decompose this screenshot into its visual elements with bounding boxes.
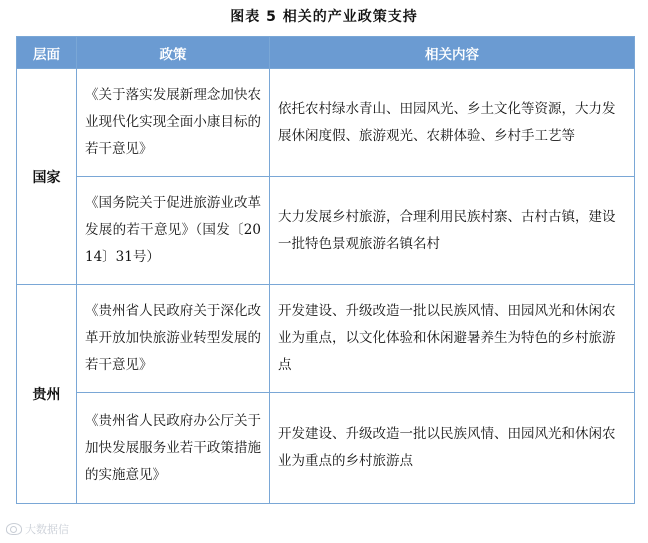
watermark xyxy=(6,520,69,538)
content-cell: 开发建设、升级改造一批以民族风情、田园风光和休闲农业为重点，以文化体验和休闲避暑养生为特色的乡村旅游点 xyxy=(270,285,635,393)
policy-table xyxy=(16,36,635,504)
level-cell-guizhou: 贵州 xyxy=(17,285,77,504)
policy-cell: 《国务院关于促进旅游业改革发展的若干意见》（国发〔2014〕31号） xyxy=(77,177,270,285)
level-cell-national: 国家 xyxy=(17,69,77,285)
table-caption: 图表 5 相关的产业政策支持 xyxy=(230,9,418,25)
header-level: 层面 xyxy=(17,37,77,69)
policy-cell: 《贵州省人民政府关于深化改革开放加快旅游业转型发展的若干意见》 xyxy=(77,285,270,393)
weibo-icon xyxy=(6,523,22,535)
content-cell: 开发建设、升级改造一批以民族风情、田园风光和休闲农业为重点的乡村旅游点 xyxy=(270,393,635,504)
policy-cell: 《贵州省人民政府办公厅关于加快发展服务业若干政策措施的实施意见》 xyxy=(77,393,270,504)
content-cell: 大力发展乡村旅游，合理利用民族村寨、古村古镇，建设一批特色景观旅游名镇名村 xyxy=(270,177,635,285)
header-row xyxy=(17,37,635,69)
policy-cell: 《关于落实发展新理念加快农业现代化实现全面小康目标的若干意见》 xyxy=(77,69,270,177)
table-row xyxy=(17,69,635,177)
table-row xyxy=(17,393,635,504)
table-row xyxy=(17,285,635,393)
watermark-text: 大数据信 xyxy=(25,523,69,536)
header-content: 相关内容 xyxy=(270,37,635,69)
table-row xyxy=(17,177,635,285)
header-policy: 政策 xyxy=(77,37,270,69)
content-cell: 依托农村绿水青山、田园风光、乡土文化等资源，大力发展休闲度假、旅游观光、农耕体验、乡村手工艺等 xyxy=(270,69,635,177)
